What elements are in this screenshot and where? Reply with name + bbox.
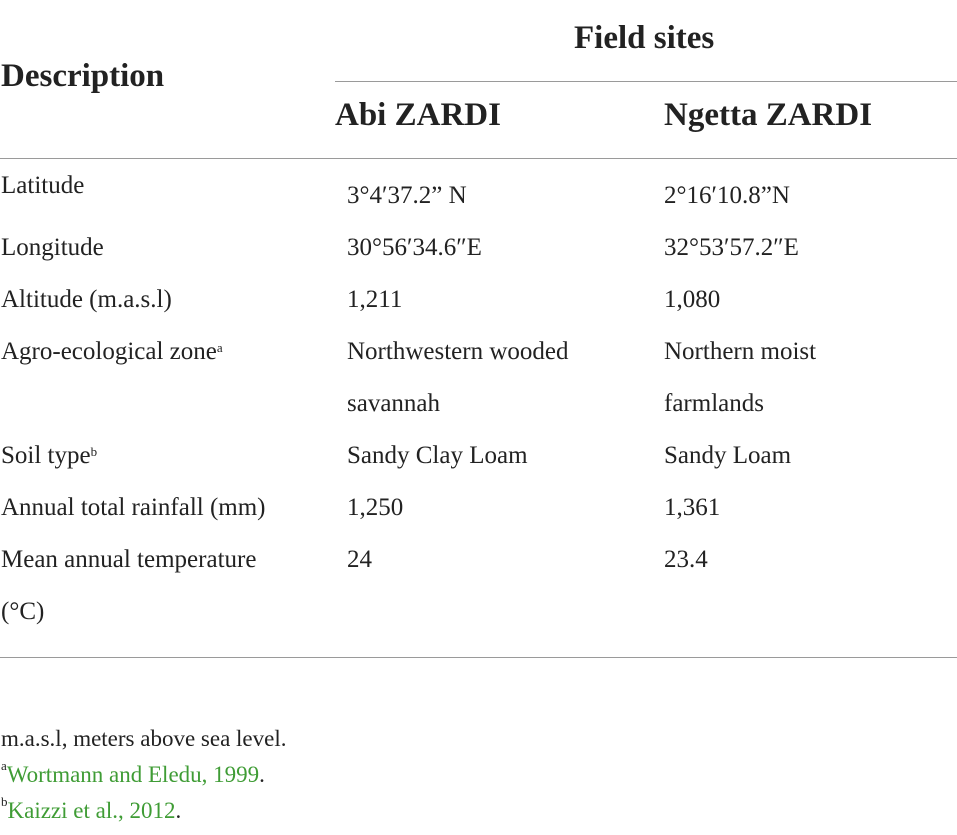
field-sites-rule [335,81,957,82]
cell-abi-longitude: 30°56′34.6″E [347,234,482,261]
row-label-temperature-cont: (°C) [1,598,45,625]
row-label-agro-ecological-zone: Agro-ecological zone$^a$ [1,338,223,365]
cell-abi-zone-cont: savannah [347,390,441,417]
site-abi-heading: Abi ZARDI [335,97,501,133]
cell-ngetta-rainfall: 1,361 [664,494,721,521]
row-label-temperature: Mean annual temperature [1,546,257,573]
cell-ngetta-altitude: 1,080 [664,286,721,313]
footnote-marker-b: b [90,444,98,459]
cell-abi-altitude: 1,211 [347,286,403,313]
footnote-a: $^a$Wortmann and Eledu, 1999. [1,758,265,787]
cell-abi-latitude: 3°4′37.2” N [347,182,467,209]
cell-abi-rainfall: 1,250 [347,494,404,521]
cell-ngetta-temperature: 23.4 [664,546,708,573]
row-label-soil-type: Soil type$^b$ [1,442,98,469]
cell-abi-soil: Sandy Clay Loam [347,442,528,469]
field-sites-heading: Field sites [574,20,715,56]
footnote-marker-a: a [216,340,223,355]
reference-link-wortmann[interactable]: Wortmann and Eledu, 1999 [6,762,260,787]
row-label-latitude: Latitude [1,172,85,199]
bottom-rule [0,657,957,658]
cell-ngetta-soil: Sandy Loam [664,442,792,469]
site-ngetta-heading: Ngetta ZARDI [664,97,873,133]
cell-ngetta-zone-cont: farmlands [664,390,764,417]
description-heading: Description [1,58,165,94]
cell-ngetta-zone: Northern moist [664,338,817,365]
row-label-altitude: Altitude (m.a.s.l) [1,286,172,313]
cell-ngetta-longitude: 32°53′57.2″E [664,234,799,261]
cell-abi-temperature: 24 [347,546,372,573]
row-label-longitude: Longitude [1,234,104,261]
footnote-b: $^b$Kaizzi et al., 2012. [1,794,182,823]
cell-abi-zone: Northwestern wooded [347,338,569,365]
header-rule [0,158,957,159]
reference-link-kaizzi[interactable]: Kaizzi et al., 2012 [7,798,176,823]
cell-ngetta-latitude: 2°16′10.8”N [664,182,790,209]
footnote-abbreviation: m.a.s.l, meters above sea level. [1,726,287,751]
row-label-rainfall: Annual total rainfall (mm) [1,494,266,521]
